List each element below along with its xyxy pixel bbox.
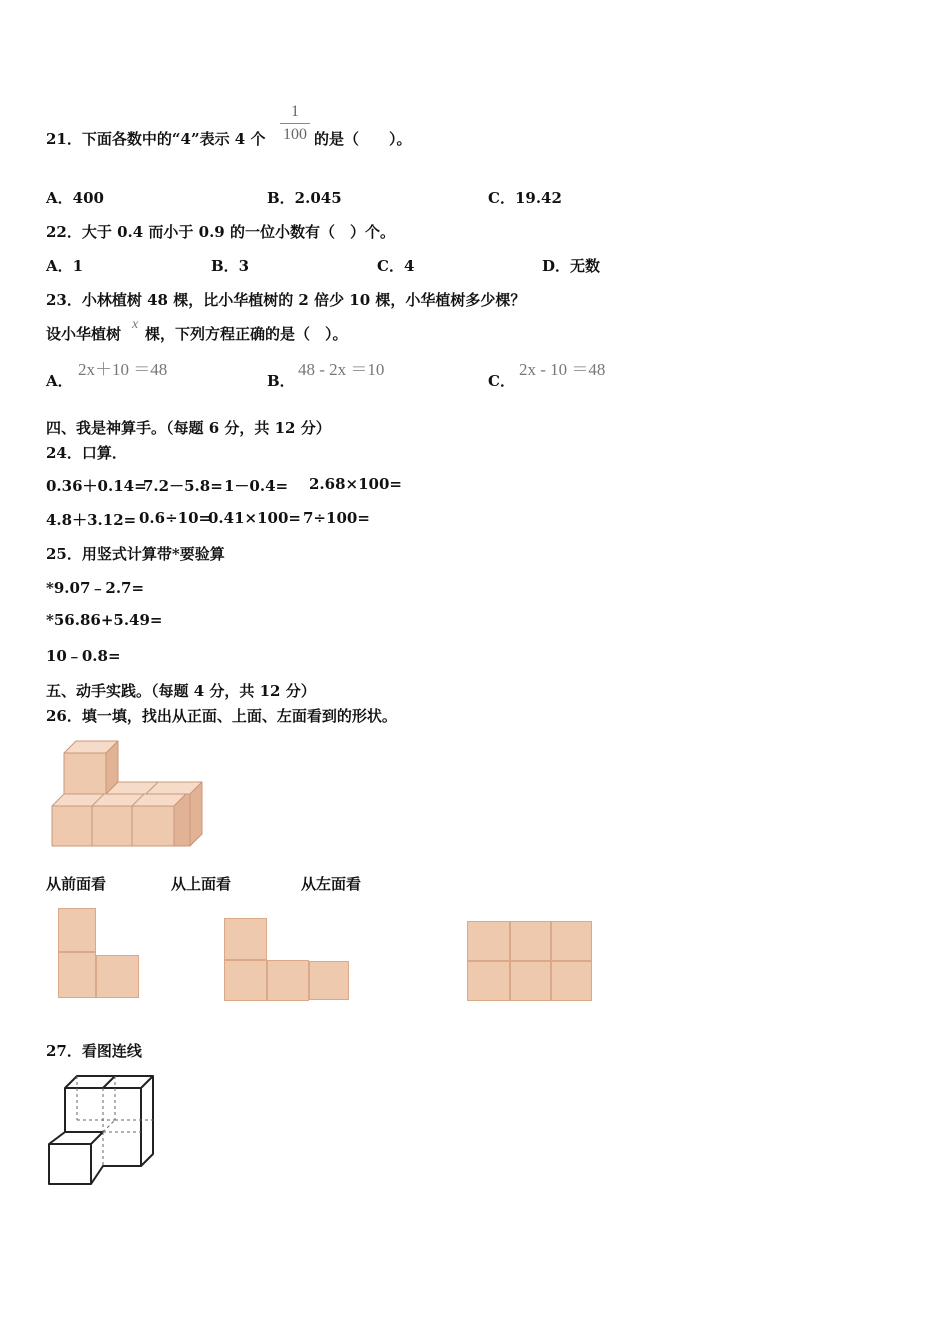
q27-cube-sketch bbox=[45, 1070, 160, 1190]
q22-option-d: D．无数 bbox=[542, 257, 601, 275]
q26-shape-2-square bbox=[224, 960, 267, 1001]
q24-stem: 24．口算． bbox=[46, 444, 127, 462]
q23-option-c-equation: 2x - 10 ＝48 bbox=[519, 360, 606, 379]
q23-sub-after: 棵，下列方程正确的是（ ）。 bbox=[145, 325, 348, 343]
q25-item-2: *56.86+5.49= bbox=[46, 611, 163, 629]
q21-option-b: B．2.045 bbox=[267, 189, 342, 207]
section5-title: 五、动手实践。（每题 4 分，共 12 分） bbox=[46, 682, 316, 700]
q21-stem-after: 的是（ ）。 bbox=[314, 130, 412, 148]
q21-fraction bbox=[280, 103, 310, 144]
q22-option-c: C．4 bbox=[377, 257, 415, 275]
q26-view-top-label: 从上面看 bbox=[171, 875, 232, 893]
q24-r1-c1: 0.36＋0.14= bbox=[46, 477, 147, 495]
q24-r2-c4: 7÷100= bbox=[303, 509, 370, 527]
q25-item-3: 10﹣0.8= bbox=[46, 647, 121, 665]
q23-option-a-label: A． bbox=[46, 372, 73, 390]
q23-option-a-equation: 2x＋10 ＝48 bbox=[78, 360, 168, 379]
q21-option-a: A．400 bbox=[46, 189, 104, 207]
section4-title: 四、我是神算手。（每题 6 分，共 12 分） bbox=[46, 419, 331, 437]
q26-shape-3-square bbox=[551, 961, 592, 1001]
q23-option-c-label: C． bbox=[488, 372, 515, 390]
q26-shape-3-square bbox=[467, 921, 510, 961]
q26-shape-1-square bbox=[96, 955, 139, 998]
q22-option-a: A．1 bbox=[46, 257, 84, 275]
q26-cube-figure bbox=[50, 738, 210, 850]
q24-r1-c4: 2.68×100= bbox=[309, 475, 402, 493]
q26-view-left-label: 从左面看 bbox=[301, 875, 362, 893]
q23-sub-before: 设小华植树 bbox=[46, 325, 122, 343]
q26-stem: 26．填一填，找出从正面、上面、左面看到的形状。 bbox=[46, 707, 397, 725]
q24-r1-c2: 7.2－5.8= bbox=[143, 477, 223, 495]
q26-shape-3-square bbox=[551, 921, 592, 961]
q26-shape-3-square bbox=[510, 961, 551, 1001]
q26-shape-3-square bbox=[510, 921, 551, 961]
q22-stem: 22．大于 0.4 而小于 0.9 的一位小数有（ ）个。 bbox=[46, 223, 395, 241]
q21-frac-num: 1 bbox=[291, 103, 299, 120]
q24-r2-c2: 0.6÷10= bbox=[139, 509, 212, 527]
q21-option-c: C．19.42 bbox=[488, 189, 562, 207]
q26-shape-1-square bbox=[58, 952, 96, 998]
q25-stem: 25．用竖式计算带*要验算 bbox=[46, 545, 225, 563]
q23-stem: 23．小林植树 48 棵，比小华植树的 2 倍少 10 棵，小华植树多少棵？ bbox=[46, 291, 526, 309]
q23-option-b-equation: 48 - 2x ＝10 bbox=[298, 360, 385, 379]
q24-r2-c3: 0.41×100= bbox=[208, 509, 301, 527]
q26-view-front-label: 从前面看 bbox=[46, 875, 107, 893]
q26-shape-2-square bbox=[224, 918, 267, 960]
q24-r2-c1: 4.8＋3.12= bbox=[46, 511, 137, 529]
q23-sub-var: x bbox=[132, 317, 139, 332]
q26-shape-3-square bbox=[467, 961, 510, 1001]
q25-item-1: *9.07﹣2.7= bbox=[46, 579, 145, 597]
q26-shape-2-square bbox=[309, 961, 349, 1000]
q26-shape-1-square bbox=[58, 908, 96, 952]
q24-r1-c3: 1－0.4= bbox=[224, 477, 289, 495]
q22-option-b: B．3 bbox=[211, 257, 250, 275]
q27-stem: 27．看图连线 bbox=[46, 1042, 142, 1060]
q23-option-b-label: B． bbox=[267, 372, 295, 390]
q21-stem-before: 21．下面各数中的“4”表示 4 个 bbox=[46, 130, 266, 148]
q26-shape-2-square bbox=[267, 960, 309, 1001]
q21-frac-den: 100 bbox=[283, 126, 307, 143]
